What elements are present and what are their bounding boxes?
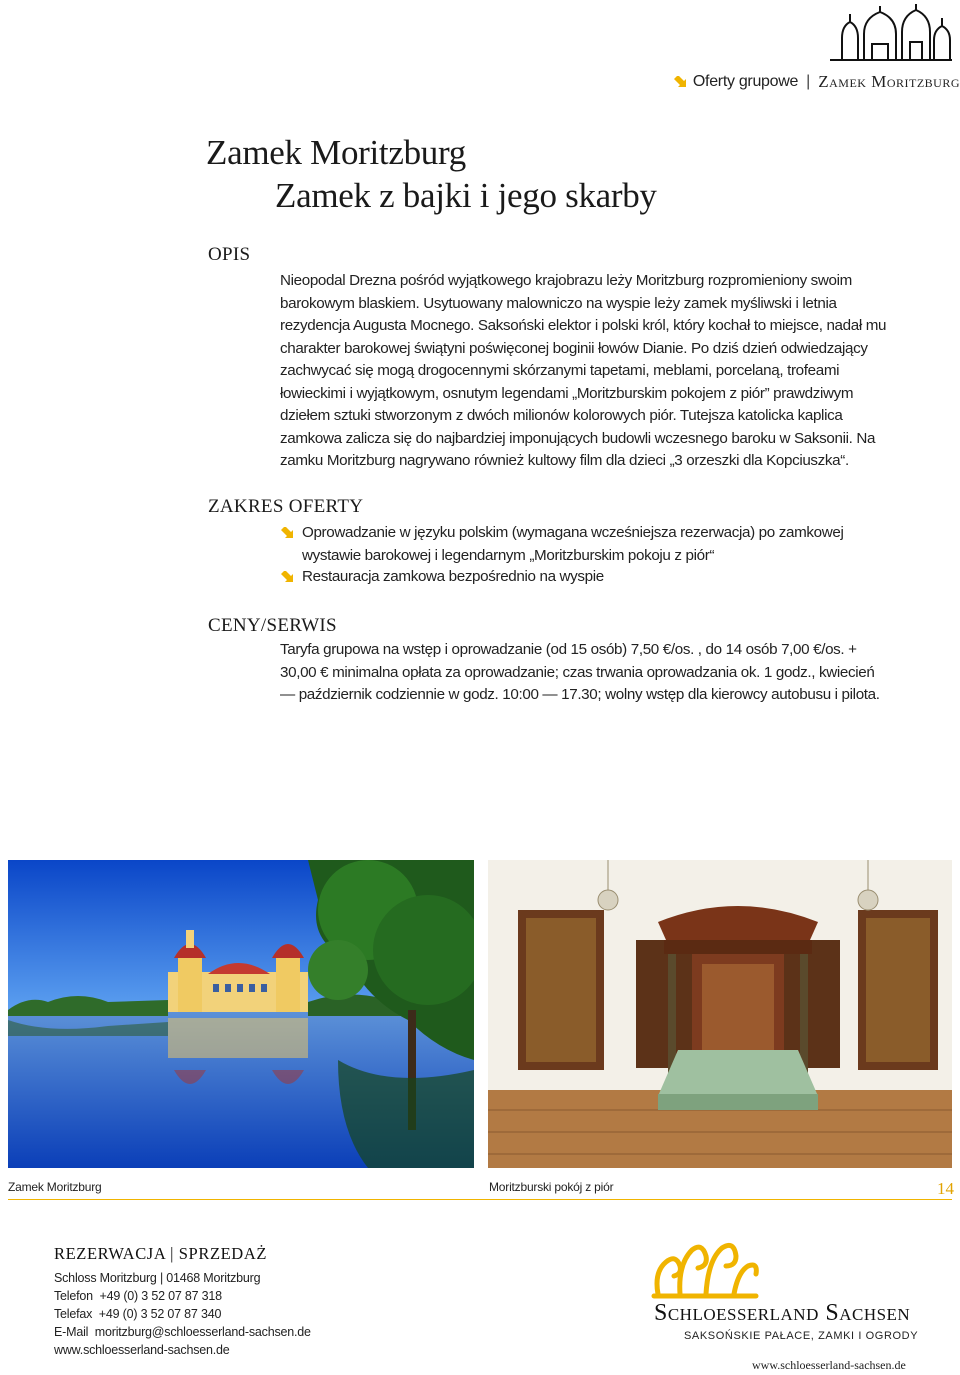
phone-label: Telefon: [54, 1289, 93, 1303]
schloesserland-crown-logo: [650, 1238, 760, 1300]
phone-number[interactable]: +49 (0) 3 52 07 87 318: [99, 1289, 222, 1303]
castle-lake-image: [8, 860, 474, 1168]
description-text: Nieopodal Drezna pośród wyjątkowego krajobrazu leży Moritzburg rozpromieniony swoim barokowym blaskiem. Usytuowany malowniczo na wyspie leży zamek myśliwski i letnia rezydencja Augusta Mocnego. Saksoński elektor i polski król, który kochał to miejsce, nadał mu charakter barokowej świątyni poświęconej boginii łowów Dianie. Po dziś dzień odwiedzający zachwycać się mogą drogocennymi skórzanymi tapetami, meblami, porcelaną, trofeami łowieckimi i wyjątkowym, osnutym legendami „Moritzburskim pokojem z piór” prawdziwym dziełem sztuki stworzonym z dwóch milionów kolorowych piór. Tutejsza katolicka kaplica zamkowa zalicza się do najbardziej imponujących budowli wczesnego baroku w Saksonii. Na zamku Moritzburg nagrywano również kultowy film dla dzieci „3 orzeszki dla Kopciuszka“.: [280, 272, 887, 469]
page-title: Zamek Moritzburg: [206, 133, 466, 172]
website-link[interactable]: www.schloesserland-sachsen.de: [54, 1343, 230, 1357]
email-link[interactable]: moritzburg@schloesserland-sachsen.de: [94, 1325, 311, 1339]
page-number: 14: [937, 1179, 954, 1198]
page-subtitle: Zamek z bajki i jego skarby: [275, 176, 657, 215]
castle-photo: [8, 860, 474, 1168]
caption-divider: [8, 1199, 952, 1200]
feather-room-photo: [488, 860, 952, 1168]
email-row: [54, 1325, 311, 1339]
fax-label: Telefax: [54, 1307, 93, 1321]
header-castle-name: Zamek Moritzburg: [818, 72, 960, 91]
offer-item-text: Oprowadzanie w języku polskim (wymagana wcześniejsza rezerwacja) po zamkowej wystawie barokowej i legendarnym „Moritzburskim pokoju z piór“: [302, 524, 844, 564]
reservation-heading: REZERWACJA | SPRZEDAŻ: [54, 1244, 268, 1263]
arrow-right-down-icon: [280, 527, 294, 539]
offer-item-text: Restauracja zamkowa bezpośrednio na wyspie: [302, 568, 604, 585]
castle-silhouette-logo: [828, 4, 954, 62]
description-heading: OPIS: [208, 244, 251, 265]
email-label: E-Mail: [54, 1325, 89, 1339]
header-separator: |: [806, 73, 811, 90]
feather-bedroom-image: [488, 860, 952, 1168]
room-photo-caption: Moritzburski pokój z piór: [489, 1180, 614, 1194]
offer-item: [280, 522, 900, 567]
brand-name: Schloesserland Sachsen: [654, 1300, 911, 1326]
brand-url[interactable]: www.schloesserland-sachsen.de: [752, 1358, 906, 1372]
arrow-right-down-icon: [280, 571, 294, 583]
header-breadcrumb: [673, 72, 960, 92]
group-offers-label: Oferty grupowe: [692, 73, 799, 90]
brand-tagline: SAKSOŃSKIE PAŁACE, ZAMKI I OGRODY: [684, 1330, 919, 1342]
fax-number: +49 (0) 3 52 07 87 340: [98, 1307, 222, 1321]
fax-row: [54, 1307, 221, 1321]
offer-item: [280, 566, 900, 589]
castle-photo-caption: Zamek Moritzburg: [8, 1180, 102, 1194]
prices-text: Taryfa grupowa na wstęp i oprowadzanie (od 15 osób) 7,50 €/os. , do 14 osób 7,00 €/os. + 30,00 € minimalna opłata za oprowadzanie; czas trwania oprowadzania ok. 1 godz., kwiecień — październik codziennie w godz. 10:00 — 17.30; wolny wstęp dla kierowcy autobusu i pilota.: [280, 641, 880, 703]
address: Schloss Moritzburg | 01468 Moritzburg: [54, 1271, 261, 1285]
prices-heading: CENY/SERWIS: [208, 615, 337, 636]
phone-row: [54, 1289, 222, 1303]
arrow-right-down-icon: [673, 76, 687, 88]
offer-heading: ZAKRES OFERTY: [208, 496, 364, 517]
